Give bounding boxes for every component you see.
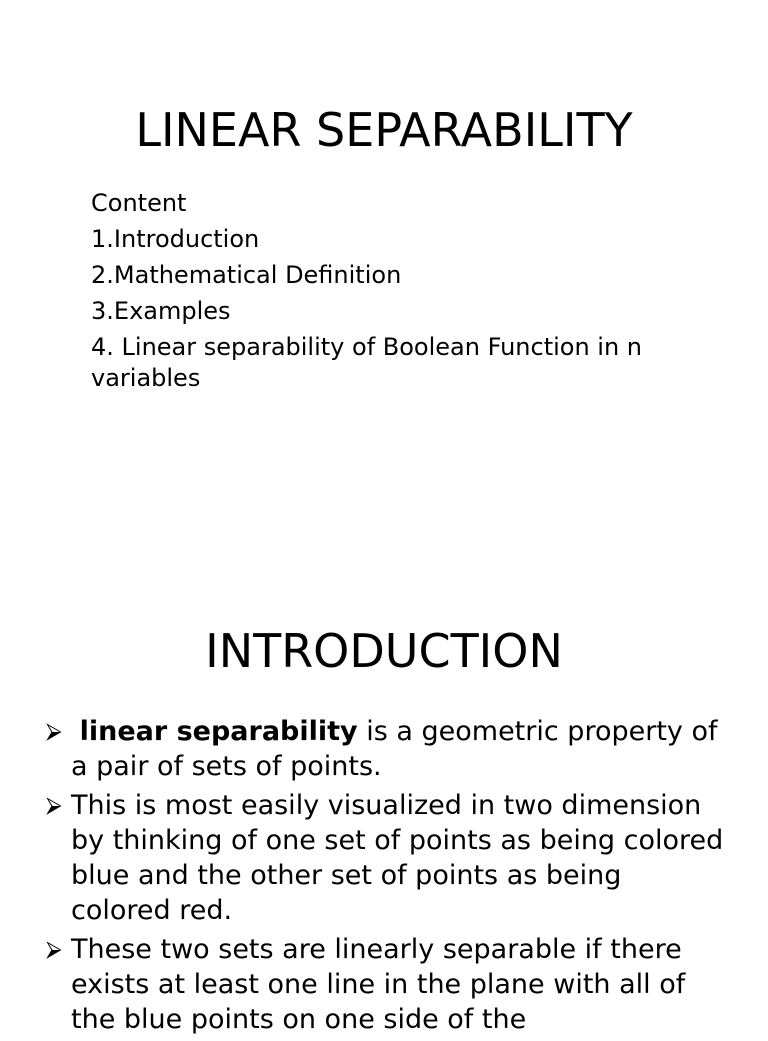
bullet-text-rest: is a geometric property of a pair of sets of points.: [71, 716, 718, 782]
bold-term: linear separability: [79, 716, 358, 747]
introduction-title: INTRODUCTION: [205, 624, 563, 678]
contents-list: [91, 188, 651, 399]
arrowhead-bullet-icon: ⮚: [46, 937, 62, 962]
bullet-item: [46, 788, 726, 928]
bullet-text: [71, 716, 718, 782]
contents-item-mathematical-definition: 2.Mathematical Definition: [91, 261, 402, 289]
contents-item-boolean-function: 4. Linear separability of Boolean Function in n variables: [91, 333, 643, 392]
contents-heading: Content: [91, 189, 187, 217]
arrowhead-bullet-icon: ⮚: [46, 719, 62, 744]
slide-introduction: [0, 576, 768, 1035]
slide-title: LINEAR SEPARABILITY: [135, 103, 633, 157]
bullet-text: These two sets are linearly separable if there exists at least one line in the plane with all of the blue points on one side of the: [71, 934, 686, 1035]
bullet-list: [46, 714, 726, 1041]
contents-item-examples: 3.Examples: [91, 297, 231, 325]
contents-item-introduction: 1.Introduction: [91, 225, 260, 253]
bullet-text: This is most easily visualized in two dimension by thinking of one set of points as being colored blue and the other set of points as being colored red.: [71, 790, 724, 926]
bullet-item: [46, 932, 726, 1037]
arrowhead-bullet-icon: ⮚: [46, 793, 62, 818]
bullet-item: [46, 714, 726, 784]
